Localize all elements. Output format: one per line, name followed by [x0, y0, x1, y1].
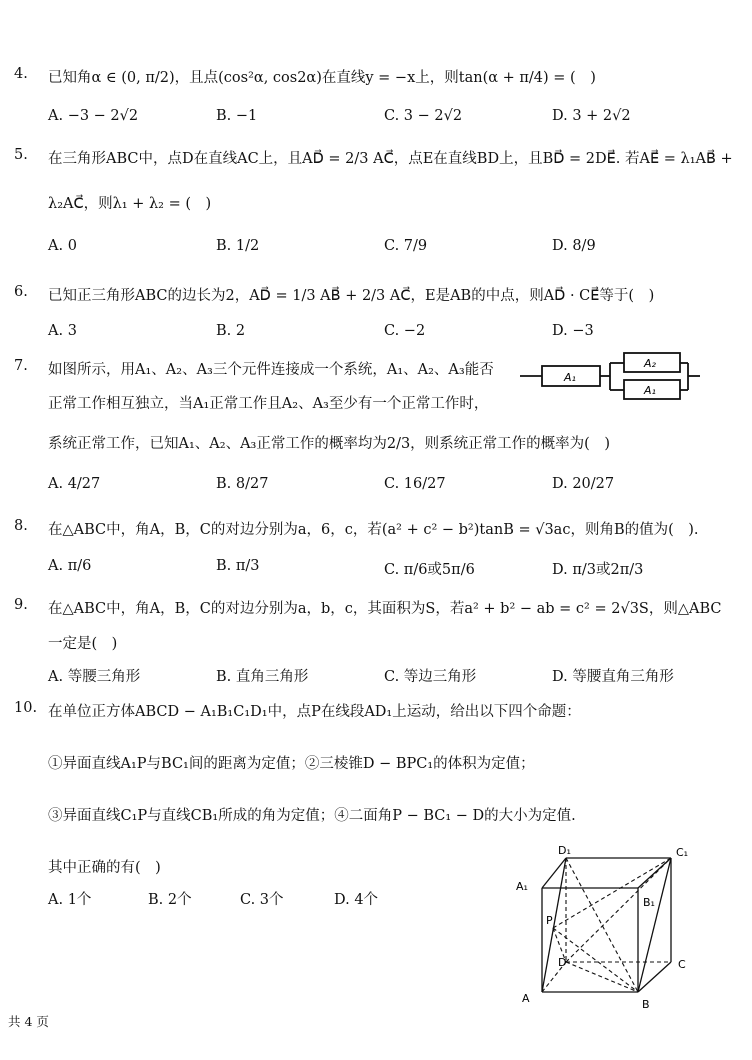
question-7-option-d: D. 20/27 [552, 476, 615, 492]
question-10-proposition-line-2: ③异面直线C₁P与直线CB₁所成的角为定值；④二面角P − BC₁ − D的大小为定值. [48, 808, 576, 824]
question-9-stem-line-2: 一定是( ) [48, 636, 118, 652]
question-4-stem: 已知角α ∈ (0, π/2)，且点(cos²α, cos2α)在直线y = −x上，则tan(α + π/4) = ( ) [48, 70, 596, 86]
question-4-number: 4. [14, 66, 28, 82]
question-6-option-c: C. −2 [384, 323, 426, 339]
question-4-option-b: B. −1 [216, 108, 258, 124]
circuit-label-a2: A₂ [644, 357, 656, 370]
question-9-option-b: B. 直角三角形 [216, 669, 309, 685]
question-8-option-c: C. π/6或5π/6 [384, 562, 475, 578]
question-6-option-b: B. 2 [216, 323, 246, 339]
question-7-stem-line-1: 如图所示，用A₁、A₂、A₃三个元件连接成一个系统，A₁、A₂、A₃能否 [48, 362, 494, 378]
question-5-stem-line-2: λ₂AC⃗，则λ₁ + λ₂ = ( ) [48, 196, 212, 212]
question-9-number: 9. [14, 597, 28, 613]
cube-label-d1: D₁ [558, 844, 571, 857]
question-10-option-a: A. 1个 [48, 892, 92, 908]
question-9-stem-line-1: 在△ABC中，角A，B，C的对边分别为a，b，c，其面积为S，若a² + b² − ab = c² = 2√3S，则△ABC [48, 601, 722, 617]
question-7-option-b: B. 8/27 [216, 476, 269, 492]
question-10-option-c: C. 3个 [240, 892, 284, 908]
question-7-option-c: C. 16/27 [384, 476, 446, 492]
question-5-stem-line-1: 在三角形ABC中，点D在直线AC上，且AD⃗ = 2/3 AC⃗，点E在直线BD上，且BD⃗ = 2DE⃗. 若AE⃗ = λ₁AB⃗ + [48, 151, 733, 167]
cube-label-p: P [546, 914, 553, 927]
question-5-option-d: D. 8/9 [552, 238, 596, 254]
question-5-option-b: B. 1/2 [216, 238, 260, 254]
question-8-stem: 在△ABC中，角A，B，C的对边分别为a，6，c，若(a² + c² − b²)tanB = √3ac，则角B的值为( ). [48, 522, 699, 538]
question-8-option-a: A. π/6 [48, 558, 92, 574]
cube-label-c: C [678, 958, 686, 971]
question-10-stem-line-4: 其中正确的有( ) [48, 860, 161, 876]
question-10-option-d: D. 4个 [334, 892, 379, 908]
question-10-stem-line-1: 在单位正方体ABCD − A₁B₁C₁D₁中，点P在线段AD₁上运动，给出以下四个命题： [48, 704, 581, 720]
circuit-label-a1: A₁ [564, 371, 576, 384]
question-8-option-d: D. π/3或2π/3 [552, 562, 644, 578]
circuit-diagram [518, 348, 702, 404]
question-8-number: 8. [14, 518, 28, 534]
circuit-label-a3: A₁ [644, 384, 656, 397]
cube-label-d: D [558, 956, 567, 969]
cube-label-b1: B₁ [643, 896, 655, 909]
cube-label-a1: A₁ [516, 880, 528, 893]
question-4-option-d: D. 3 + 2√2 [552, 108, 631, 124]
cube-diagram [508, 842, 708, 1014]
cube-label-c1: C₁ [676, 846, 689, 859]
question-5-number: 5. [14, 147, 28, 163]
question-7-stem-line-3: 系统正常工作，已知A₁、A₂、A₃正常工作的概率均为2/3，则系统正常工作的概率为( ) [48, 436, 610, 452]
question-7-stem-line-2: 正常工作相互独立，当A₁正常工作且A₂、A₃至少有一个正常工作时， [48, 396, 489, 412]
question-4-option-c: C. 3 − 2√2 [384, 108, 463, 124]
question-5-option-c: C. 7/9 [384, 238, 428, 254]
question-7-option-a: A. 4/27 [48, 476, 101, 492]
question-6-stem: 已知正三角形ABC的边长为2，AD⃗ = 1/3 AB⃗ + 2/3 AC⃗，E是AB的中点，则AD⃗ · CE⃗等于( ) [48, 288, 655, 304]
question-6-number: 6. [14, 284, 28, 300]
question-6-option-a: A. 3 [48, 323, 77, 339]
question-9-option-d: D. 等腰直角三角形 [552, 669, 674, 685]
cube-label-a: A [522, 992, 530, 1005]
question-7-number: 7. [14, 358, 28, 374]
question-10-option-b: B. 2个 [148, 892, 192, 908]
question-10-proposition-line-1: ①异面直线A₁P与BC₁间的距离为定值；②三棱锥D − BPC₁的体积为定值； [48, 756, 535, 772]
question-10-number: 10. [14, 700, 38, 716]
question-9-option-a: A. 等腰三角形 [48, 669, 141, 685]
question-6-option-d: D. −3 [552, 323, 594, 339]
question-9-option-c: C. 等边三角形 [384, 669, 477, 685]
question-4-option-a: A. −3 − 2√2 [48, 108, 139, 124]
question-5-option-a: A. 0 [48, 238, 77, 254]
question-8-option-b: B. π/3 [216, 558, 260, 574]
page-footer: 共 4 页 [8, 1014, 49, 1029]
cube-label-b: B [642, 998, 650, 1011]
